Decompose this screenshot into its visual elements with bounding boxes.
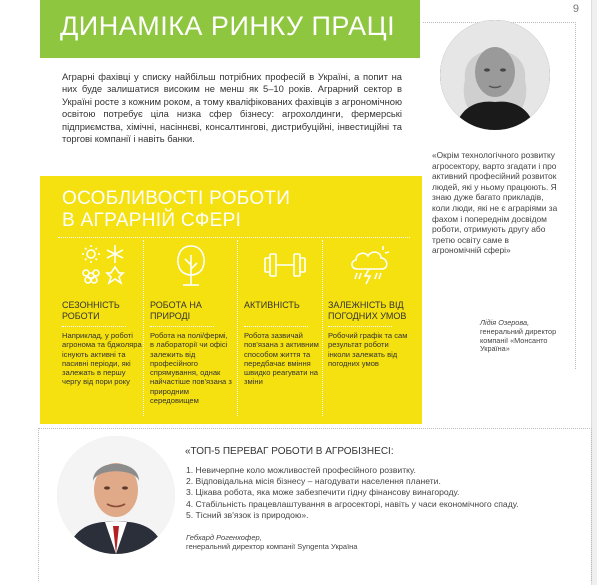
dumbbell-icon (244, 240, 326, 290)
divider (237, 240, 238, 416)
divider (58, 237, 410, 238)
feature-text: Робочий графік та сам результат роботи інколи залежать від погодних умов (328, 331, 408, 368)
features-title (62, 188, 290, 232)
storm-cloud-icon (328, 240, 412, 290)
intro-paragraph: Аграрні фахівці у списку найбільш потрібних професій в Україні, а попит на них буде залишатися високим не менш як 5–10 років. Аграрний сектор в Україні росте з кожним роком, а тому кваліфікованих фахівців з агрономічною освітою потребує ціла низка сфер бізнесу: агрохолдинги, фермерські підприємства, хімічні, насіннєві, консалтингові, дистрибуційні, інвестиційні та торгові компанії і навіть банки. (62, 71, 402, 145)
tree-icon (150, 240, 232, 290)
list-item: 4. Стабільність працевлаштування в агросекторі, навіть у часи економічного спаду. (186, 498, 519, 509)
author-role: генеральний директор компанії Syngenta Україна (186, 542, 358, 551)
page-number: 9 (572, 3, 579, 15)
feature-heading: РОБОТА НА ПРИРОДІ (150, 300, 202, 321)
feature-text: Робота на полі/фермі, в лабораторії чи офісі залежить від професійного спрямування, однак найчастіше пов'язана з природним середовищем (150, 331, 232, 406)
page-title: ДИНАМІКА РИНКУ ПРАЦІ (60, 11, 396, 41)
quote-author (186, 533, 357, 551)
seasons-icon (62, 240, 144, 290)
divider (244, 326, 308, 327)
feature-activity (244, 240, 326, 387)
top5-list (186, 465, 586, 521)
photo-lidia-ozerova (440, 20, 550, 130)
quote-text: «Окрім технологічного розвитку агросектору, варто згадати і про активний професійний розвиток людей, які у ньому працюють. Я знаю дуже багато прикладів, коли люди, які не є аграріями за фахом і попереднім досвідом роботи, отримують другу або третю освіту саме в агрономічній сфері» (432, 150, 558, 256)
list-item: 5. Тісний зв'язок із природою». (186, 509, 309, 520)
author-name: Лідія Озерова, (480, 318, 530, 327)
feature-text: Наприклад, у роботі агронома та бджоляра існують активні та пасивні періоди, які залежать в першу чергу від пори року (62, 331, 142, 387)
photo-gebhard-rogenhofer (57, 436, 175, 554)
feature-weather (328, 240, 412, 368)
feature-heading: ЗАЛЕЖНІСТЬ ВІД ПОГОДНИХ УМОВ (328, 300, 407, 321)
author-name: Гебхард Рогенхофер, (186, 533, 262, 542)
divider (328, 326, 392, 327)
divider (150, 326, 214, 327)
list-item: 3. Цікава робота, яка може забезпечити гідну фінансову винагороду. (186, 487, 460, 498)
feature-heading: АКТИВНІСТЬ (244, 300, 300, 310)
list-item: 2. Відповідальна місія бізнесу – нагодувати населення планети. (186, 476, 441, 487)
divider (62, 326, 126, 327)
author-role: генеральний директор компанії «Монсанто Україна» (480, 326, 557, 354)
feature-seasonality (62, 240, 144, 387)
features-title-line1: ОСОБЛИВОСТІ РОБОТИ (62, 188, 291, 209)
features-title-line2: В АГРАРНІЙ СФЕРІ (62, 210, 242, 231)
title-bar (40, 0, 420, 58)
feature-nature (150, 240, 232, 405)
list-item: 1. Невичерпне коло можливостей професійного розвитку. (186, 465, 416, 475)
feature-text: Робота зазвичай пов'язана з активним способом життя та передбачає вміння швидко реагувати на зміни (244, 331, 319, 387)
quote-author (480, 319, 570, 354)
top5-title: «ТОП-5 ПЕРЕВАГ РОБОТИ В АГРОБІЗНЕСІ: (185, 446, 394, 457)
feature-heading: СЕЗОННІСТЬ РОБОТИ (62, 300, 120, 321)
